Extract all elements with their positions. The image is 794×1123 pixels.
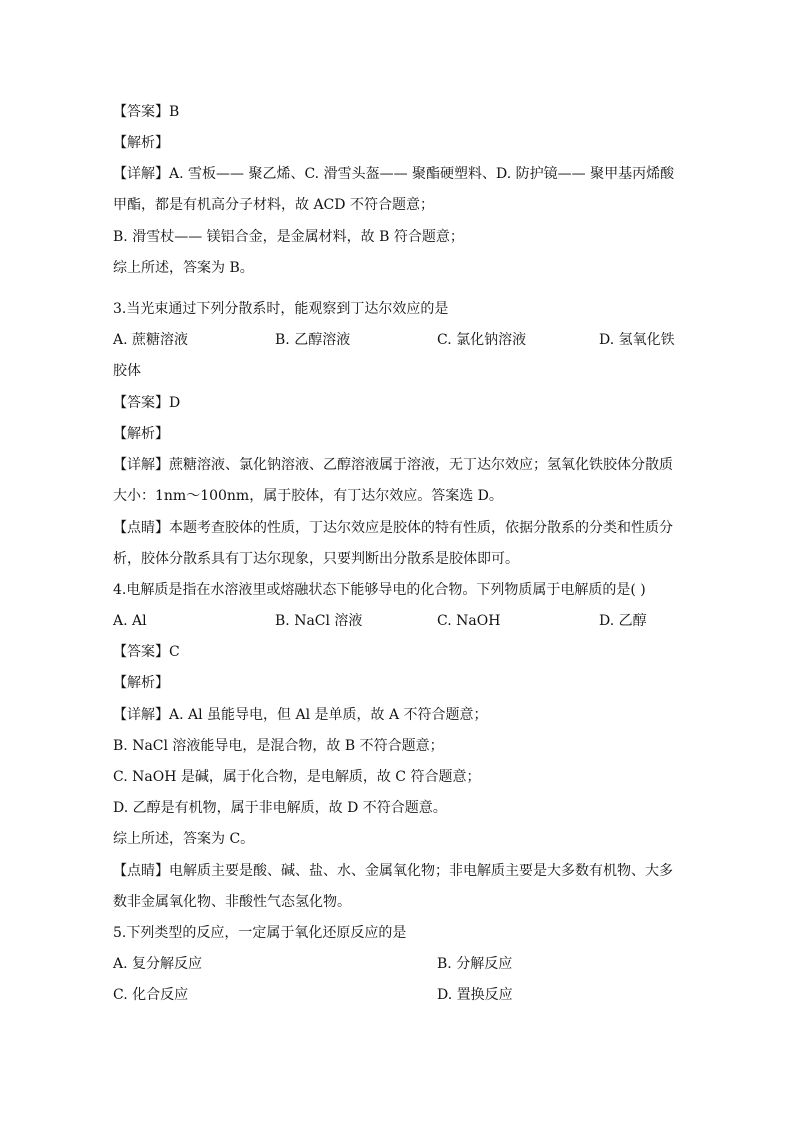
q4-detail-line-2: B. NaCl 溶液能导电，是混合物，故 B 不符合题意； [113,738,444,754]
q4-question: 4.电解质是指在水溶液里或熔融状态下能够导电的化合物。下列物质属于电解质的是( ) [113,582,646,598]
q5-option-a: A. 复分解反应 [113,956,203,972]
q5-option-c: C. 化合反应 [113,987,189,1003]
q4-point-line-2: 数非金属氧化物、非酸性气态氢化物。 [113,894,351,910]
q4-detail-line-3: C. NaOH 是碱，属于化合物，是电解质，故 C 符合题意； [113,769,481,785]
q3-detail-line-2: 大小：1nm～100nm，属于胶体，有丁达尔效应。答案选 D。 [113,488,503,504]
q3-point-line-2: 析，胶体分散系具有丁达尔现象，只要判断出分散系是胶体即可。 [113,551,519,567]
q3-option-b: B. 乙醇溶液 [275,332,351,348]
q3-option-d-continued: 胶体 [113,363,141,379]
q4-option-d: D. 乙醇 [599,613,647,629]
q4-option-b: B. NaCl 溶液 [275,613,363,629]
q3-option-a: A. 蔗糖溶液 [113,332,189,348]
q3-option-c: C. 氯化钠溶液 [437,332,527,348]
q4-point-line-1: 【点睛】电解质主要是酸、碱、盐、水、金属氧化物；非电解质主要是大多数有机物、大多 [113,863,673,879]
q3-detail-line-1: 【详解】蔗糖溶液、氯化钠溶液、乙醇溶液属于溶液，无丁达尔效应；氢氧化铁胶体分散质 [113,457,673,473]
q2-detail-line-3: B. 滑雪杖—— 镁铝合金，是金属材料，故 B 符合题意； [113,229,464,245]
q3-option-d: D. 氢氧化铁 [599,332,675,348]
q4-detail-line-4: D. 乙醇是有机物，属于非电解质，故 D 不符合题意。 [113,800,447,816]
q3-answer: 【答案】D [113,395,181,411]
q3-point-line-1: 【点睛】本题考查胶体的性质，丁达尔效应是胶体的特有性质，依据分散系的分类和性质分 [113,520,673,536]
q3-question: 3.当光束通过下列分散系时，能观察到丁达尔效应的是 [113,301,449,317]
q2-detail-line-2: 甲酯，都是有机高分子材料，故 ACD 不符合题意； [113,197,434,213]
q4-answer: 【答案】C [113,644,180,660]
q4-option-a: A. Al [113,613,147,629]
q4-option-c: C. NaOH [437,613,501,629]
q5-option-b: B. 分解反应 [437,956,513,972]
q3-analysis-heading: 【解析】 [113,426,169,442]
q2-summary: 综上所述，答案为 B。 [113,260,254,276]
q5-question: 5.下列类型的反应，一定属于氧化还原反应的是 [113,925,407,941]
q4-detail-line-1: 【详解】A. Al 虽能导电，但 Al 是单质，故 A 不符合题意； [113,707,488,723]
q4-summary: 综上所述，答案为 C。 [113,831,255,847]
q2-analysis-heading: 【解析】 [113,135,169,151]
q2-answer: 【答案】B [113,104,180,120]
q5-option-d: D. 置换反应 [437,987,513,1003]
q4-analysis-heading: 【解析】 [113,675,169,691]
q2-detail-line-1: 【详解】A. 雪板—— 聚乙烯、C. 滑雪头盔—— 聚酯硬塑料、D. 防护镜—— 聚甲基丙烯酸 [113,166,675,182]
